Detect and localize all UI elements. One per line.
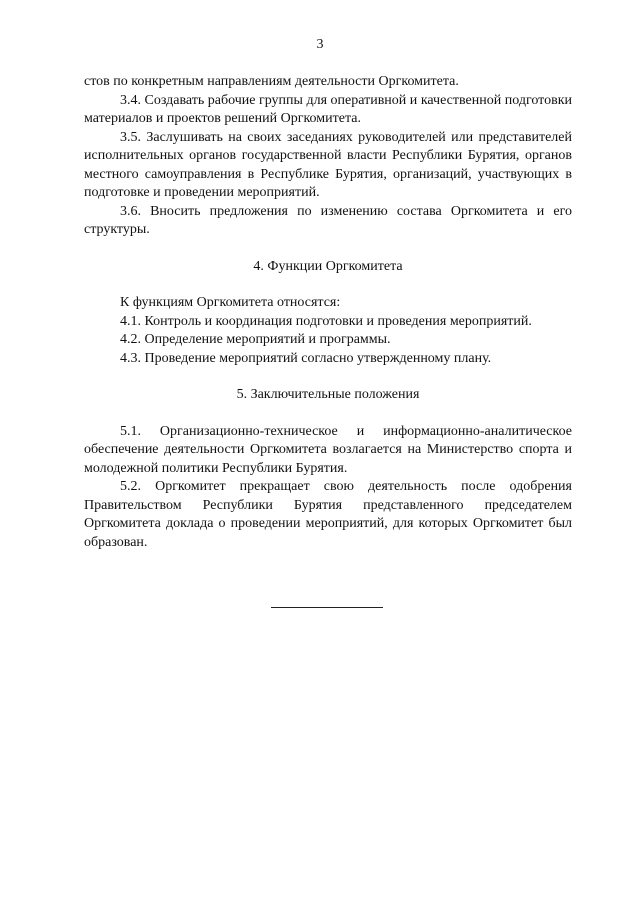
paragraph-5-2: 5.2. Оргкомитет прекращает свою деятельность после одобрения Правительством Республики Бурятия представленного председателем Оргкомитета доклада о проведении мероприятий, для которых Оргкомитет был образован. <box>84 479 572 550</box>
paragraph-continuation: стов по конкретным направлениям деятельности Оргкомитета. <box>84 74 459 89</box>
section-4-intro: К функциям Оргкомитета относятся: <box>120 295 341 310</box>
paragraph-3-6: 3.6. Вносить предложения по изменению состава Оргкомитета и его структуры. <box>84 203 572 237</box>
item-4-1: 4.1. Контроль и координация подготовки и проведения мероприятий. <box>120 313 532 329</box>
section-5-title: 5. Заключительные положения <box>236 387 420 402</box>
section-4-title: 4. Функции Оргкомитета <box>253 258 403 274</box>
paragraph-3-4: 3.4. Создавать рабочие группы для оперативной и качественной подготовки материалов и проектов решений Оргкомитета. <box>84 92 572 126</box>
page-number: 3 <box>316 37 324 52</box>
item-4-3: 4.3. Проведение мероприятий согласно утвержденному плану. <box>120 350 492 366</box>
paragraph-3-5: 3.5. Заслушивать на своих заседаниях руководителей или представителей исполнительных органов государственной власти Республики Бурятия, органов местного самоуправления в Республике Бурятия, организаций, участвующих в подготовке и проведении мероприятий. <box>84 129 572 200</box>
document-body <box>84 73 572 552</box>
item-4-2: 4.2. Определение мероприятий и программы. <box>120 332 391 347</box>
paragraph-5-1: 5.1. Организационно-техническое и информационно-аналитическое обеспечение деятельности Оргкомитета возлагается на Министерство спорта и молодежной политики Республики Бурятия. <box>84 423 572 476</box>
end-divider-line <box>271 607 383 608</box>
